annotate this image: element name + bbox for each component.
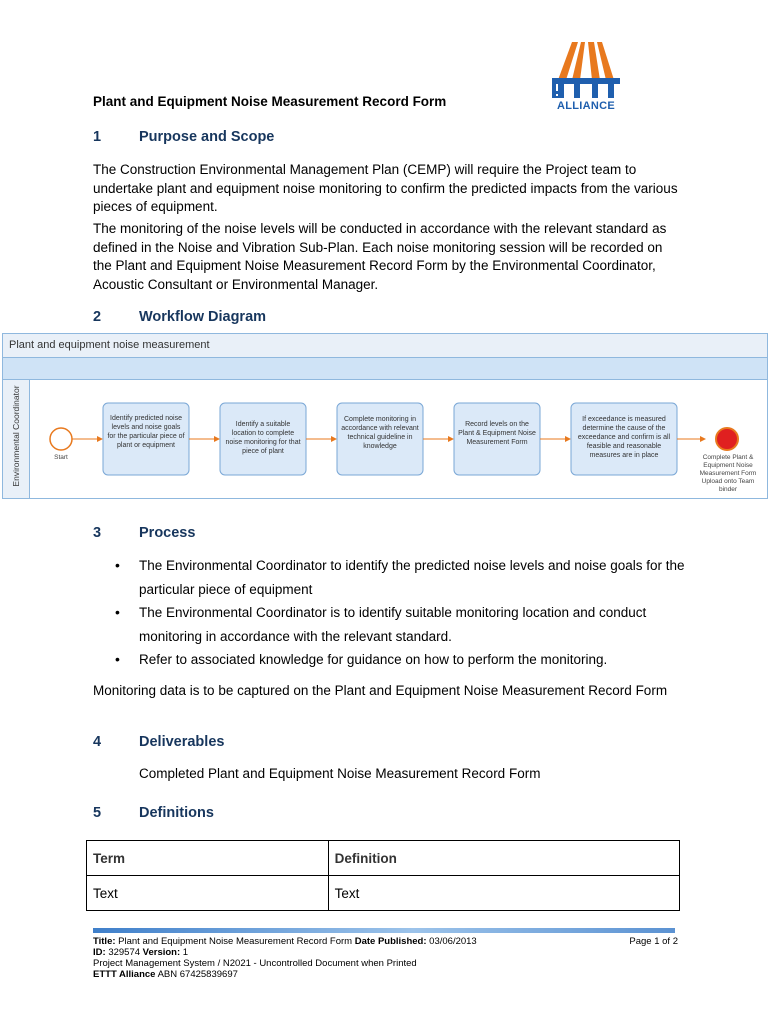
workflow-title: Plant and equipment noise measurement — [9, 339, 210, 351]
footer-rule — [93, 928, 675, 933]
section-2-number: 2 — [93, 309, 102, 325]
step-4-text: Record levels on the Plant & Equipment Noise Measurement Form — [458, 421, 536, 446]
footer-system-line: Project Management System / N2021 - Uncontrolled Document when Printed — [93, 958, 417, 969]
section-2-title: Workflow Diagram — [139, 309, 267, 325]
process-item: • Refer to associated knowledge for guidance on how to perform the monitoring. — [113, 648, 693, 672]
section-1-number: 1 — [93, 129, 102, 145]
process-item: • The Environmental Coordinator to identify the predicted noise levels and noise goals for the particular piece of equipment — [113, 554, 693, 601]
header-definition: Definition — [328, 841, 679, 876]
end-event — [716, 428, 738, 450]
footer-version-label: Version: — [142, 947, 181, 958]
footer-abn: ABN 67425839697 — [157, 969, 238, 980]
table-header-row — [87, 841, 680, 876]
footer-title-line — [93, 936, 678, 947]
footer-id-value: 329574 — [108, 947, 141, 958]
process-note: Monitoring data is to be captured on the Plant and Equipment Noise Measurement Record Form — [93, 683, 668, 698]
process-item: • The Environmental Coordinator is to identify suitable monitoring location and conduct monitoring in accordance with the relevant standard. — [113, 601, 693, 648]
footer-date-value: 03/06/2013 — [429, 936, 477, 947]
section-1-title: Purpose and Scope — [139, 129, 275, 145]
footer-id-line — [93, 947, 678, 958]
step-2-text: Identify a suitable location to complete noise monitoring for that piece of plant — [225, 421, 301, 455]
cell-term: Text — [87, 876, 329, 911]
footer-title-value: Plant and Equipment Noise Measurement Record Form — [118, 936, 353, 947]
section-5-title: Definitions — [139, 805, 214, 821]
footer-org-label: ETTT Alliance — [93, 969, 156, 980]
purpose-paragraph-1: The Construction Environmental Management Plan (CEMP) will require the Project team to undertake plant and equipment noise monitoring to confirm the predicted impacts from the various pieces of equipment. — [93, 162, 678, 214]
step-3-text: Complete monitoring in accordance with relevant technical guideline in knowledge — [341, 416, 419, 450]
step-5-text: If exceedance is measured determine the cause of the exceedance and confirm is all feasible and reasonable measures are in place — [577, 416, 671, 459]
table-row — [87, 876, 680, 911]
section-5-number: 5 — [93, 805, 102, 821]
step-1-text: Identify predicted noise levels and noise goals for the particular piece of plant or equipment — [107, 415, 185, 449]
section-3-number: 3 — [93, 525, 102, 541]
document-title: Plant and Equipment Noise Measurement Record Form — [93, 94, 447, 109]
definitions-table — [86, 840, 680, 911]
section-4-number: 4 — [93, 734, 102, 750]
end-label: Complete Plant & Equipment Noise Measurement Form Upload onto Team binder — [699, 454, 757, 493]
start-event — [50, 428, 72, 450]
deliverable-text: Completed Plant and Equipment Noise Measurement Record Form — [139, 766, 541, 781]
workflow-diagram — [2, 333, 768, 499]
footer-id-label: ID: — [93, 947, 106, 958]
header-term: Term — [87, 841, 329, 876]
footer-date-label: Date Published: — [354, 936, 427, 947]
footer-version-value: 1 — [182, 947, 189, 958]
page-number: Page 1 of 2 — [629, 936, 678, 947]
page-footer — [93, 936, 678, 980]
start-label: Start — [54, 454, 68, 461]
logo-wordmark: ALLIANCE — [556, 100, 615, 112]
footer-org-line — [93, 969, 678, 980]
process-list — [113, 554, 693, 672]
cell-definition: Text — [328, 876, 679, 911]
section-4-title: Deliverables — [139, 734, 225, 750]
section-3-title: Process — [139, 525, 196, 541]
footer-title-label: Title: — [93, 936, 116, 947]
swimlane-label: Environmental Coordinator — [11, 385, 21, 487]
purpose-paragraph-2: The monitoring of the noise levels will be conducted in accordance with the relevant standard as defined in the Noise and Vibration Sub-Plan. Each noise monitoring session will be recorded on the Plant and Equipment Noise Measurement Record Form by the Environmental Coordinator, Acoustic Consultant or Environmental Manager. — [93, 221, 667, 292]
